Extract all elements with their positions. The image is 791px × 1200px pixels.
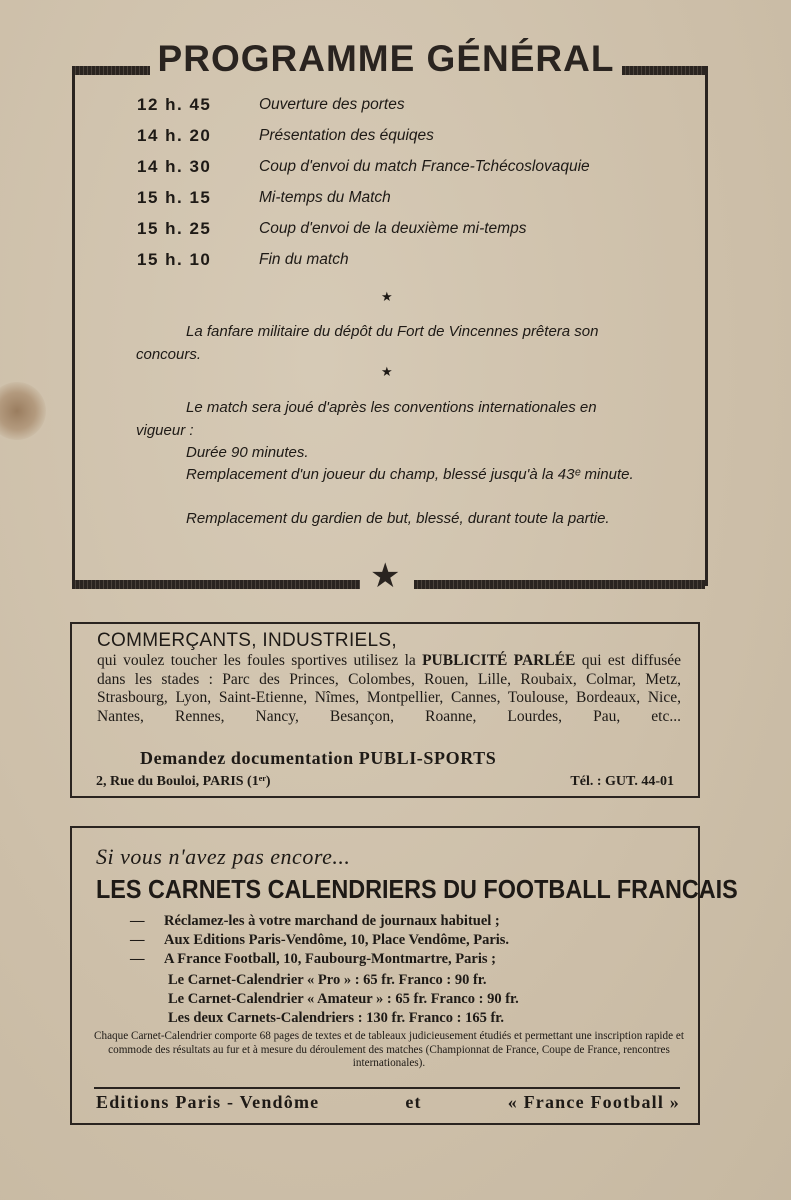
schedule-time: 12 h. 45 [137,95,212,114]
purchase-options [130,912,509,969]
bottom-rule-right [414,580,705,589]
list-item [130,912,509,931]
rule-duration: Durée 90 minutes. [186,444,309,461]
advertisement-publi-sports [70,622,700,798]
publisher-name: « France Football » [507,1092,680,1112]
ad-phone: Tél. : GUT. 44-01 [570,774,674,789]
schedule-event: Présentation des équiqes [259,127,434,144]
rule-player-substitution: Remplacement d'un joueur du champ, blessé jusqu'à la 43ᵉ minute. [186,466,634,483]
ad-body-text: qui voulez toucher les foules sportives utilisez la [97,652,416,669]
dash-bullet: — [130,913,145,929]
price-line: Les deux Carnets-Calendriers : 130 fr. Franco : 165 fr. [168,1010,505,1026]
fanfare-note: La fanfare militaire du dépôt du Fort de Vincennes prêtera son concours. [136,323,599,363]
ad-body [97,652,681,726]
ad-title: LES CARNETS CALENDRIERS DU FOOTBALL FRANCAIS [96,874,738,904]
advertisement-carnets [70,826,738,1125]
schedule-event: Coup d'envoi de la deuxième mi-temps [259,220,527,237]
star-separator-icon: ★ [381,289,393,304]
rule-goalkeeper-substitution: Remplacement du gardien de but, blessé, durant toute la partie. [186,510,610,527]
star-separator-icon: ★ [381,364,393,379]
schedule-time: 15 h. 10 [137,250,212,269]
list-item [130,931,509,950]
ad-fine-print: Chaque Carnet-Calendrier comporte 68 pages de textes et de tableaux judicieusement étudiés et permettant une inscription rapide et commode des résultats au fur et à mesure du déroulement des matches (Championnat de France, Coupe de France, rencontres internationales). [94,1030,684,1070]
star-ornament-icon: ★ [370,557,401,595]
price-list [168,971,519,1028]
page-title: PROGRAMME GÉNÉRAL [157,38,615,79]
rules-intro: Le match sera joué d'après les conventions internationales en vigueur : [136,399,597,439]
schedule-event: Ouverture des portes [259,96,405,113]
dash-bullet: — [130,951,145,967]
title-rule-right [622,66,705,75]
schedule-time: 14 h. 20 [137,126,212,145]
ad-call-to-action: Demandez documentation PUBLI-SPORTS [140,748,497,768]
schedule-time: 15 h. 15 [137,188,212,207]
list-item [130,950,509,969]
ad-heading: COMMERÇANTS, INDUSTRIELS, [97,630,397,651]
list-item-text: A France Football, 10, Faubourg-Montmartre, Paris ; [164,951,496,967]
schedule-event: Coup d'envoi du match France-Tchécoslovaquie [259,158,590,175]
schedule-event: Fin du match [259,251,349,268]
list-item-text: Réclamez-les à votre marchand de journaux habituel ; [164,913,500,929]
publisher-name: Editions Paris - Vendôme [96,1092,320,1112]
ad-body-emphasis: PUBLICITÉ PARLÉE [422,652,576,669]
divider [94,1087,680,1089]
footer-conjunction: et [405,1092,422,1112]
title-rule-left [72,66,150,75]
bottom-rule-left [72,580,360,589]
price-line: Le Carnet-Calendrier « Pro » : 65 fr. Franco : 90 fr. [168,972,487,988]
ad-address: 2, Rue du Bouloi, PARIS (1ᵉʳ) [96,774,271,789]
ad-footer [96,1092,680,1113]
schedule-time: 15 h. 25 [137,219,212,238]
schedule-time: 14 h. 30 [137,157,212,176]
price-line: Le Carnet-Calendrier « Amateur » : 65 fr. Franco : 90 fr. [168,991,519,1007]
schedule-event: Mi-temps du Match [259,189,391,206]
ad-body-text: qui est diffusée dans les stades : Parc des Princes, Colombes, Rouen, Lille, Roubaix, Colmar, Metz, Strasbourg, Lyon, Saint-Etienne, Nîmes, Montpellier, Cannes, Toulouse, Bordeaux, Nice, Nantes, Rennes, Nancy, Besançon, Roanne, Lourdes, Pau, etc... [97,652,682,725]
ad-intro: Si vous n'avez pas encore... [96,844,351,869]
list-item-text: Aux Editions Paris-Vendôme, 10, Place Vendôme, Paris. [164,932,510,948]
dash-bullet: — [130,932,145,948]
